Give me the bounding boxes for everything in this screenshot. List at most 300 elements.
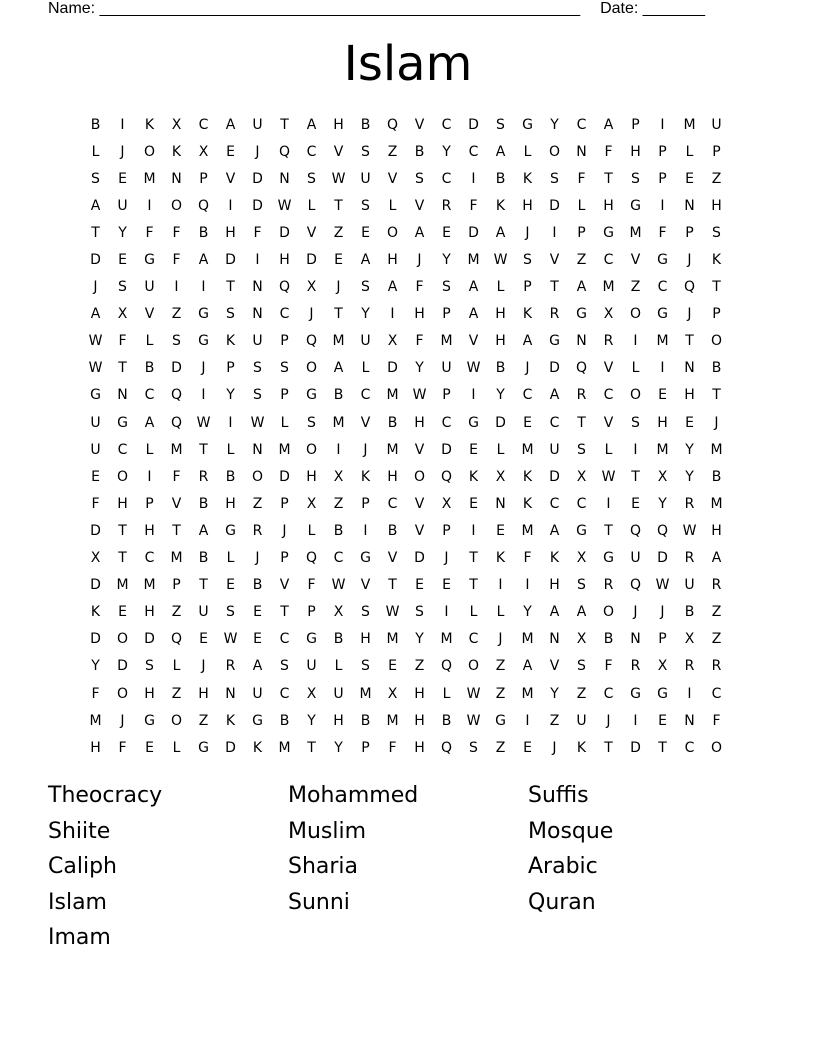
grid-letter: I	[255, 252, 260, 269]
grid-letter: W	[466, 360, 481, 377]
grid-letter: R	[630, 658, 641, 675]
word-list-item: Islam	[48, 889, 107, 915]
grid-letter: D	[171, 360, 182, 377]
grid-letter: T	[658, 739, 667, 756]
grid-letter: T	[118, 550, 127, 567]
grid-letter: I	[633, 441, 638, 458]
grid-letter: O	[170, 712, 183, 729]
grid-letter: C	[711, 685, 722, 702]
grid-letter: S	[496, 116, 505, 133]
grid-letter: Z	[198, 712, 209, 729]
grid-letter: D	[549, 360, 560, 377]
grid-letter: T	[685, 333, 694, 350]
grid-letter: M	[116, 577, 129, 594]
grid-letter: P	[361, 495, 370, 512]
grid-letter: G	[522, 116, 533, 133]
grid-letter: M	[710, 441, 723, 458]
grid-letter: B	[333, 522, 344, 539]
grid-letter: H	[657, 414, 668, 431]
grid-letter: H	[333, 712, 344, 729]
grid-letter: C	[441, 170, 452, 187]
grid-letter: A	[468, 306, 479, 323]
grid-letter: H	[495, 306, 506, 323]
grid-letter: L	[388, 197, 397, 214]
grid-letter: O	[386, 224, 399, 241]
grid-letter: D	[495, 414, 506, 431]
grid-letter: Y	[685, 468, 694, 485]
grid-letter: B	[711, 360, 722, 377]
grid-letter: J	[498, 631, 503, 648]
grid-letter: J	[714, 414, 719, 431]
grid-letter: E	[361, 224, 370, 241]
grid-letter: F	[658, 224, 667, 241]
grid-letter: D	[468, 224, 479, 241]
word-list	[48, 778, 768, 956]
word-list-item: Mosque	[528, 818, 614, 844]
grid-letter: T	[280, 604, 289, 621]
grid-letter: R	[603, 333, 614, 350]
grid-letter: D	[90, 252, 101, 269]
grid-letter: F	[307, 577, 316, 594]
grid-letter: I	[687, 685, 692, 702]
grid-letter: I	[471, 522, 476, 539]
grid-letter: H	[414, 739, 425, 756]
grid-letter: C	[684, 739, 695, 756]
grid-letter: N	[279, 170, 290, 187]
word-list-item: Imam	[48, 925, 111, 950]
grid-letter: X	[576, 631, 587, 648]
grid-letter: G	[144, 712, 155, 729]
grid-letter: H	[144, 522, 155, 539]
grid-letter: N	[117, 387, 128, 404]
word-list-item: Theocracy	[48, 783, 163, 808]
grid-letter: V	[144, 306, 155, 323]
grid-letter: J	[525, 360, 530, 377]
grid-letter: A	[387, 279, 398, 296]
grid-letter: C	[603, 685, 614, 702]
grid-letter: I	[660, 360, 665, 377]
grid-letter: Z	[549, 712, 560, 729]
grid-letter: Y	[550, 116, 559, 133]
grid-letter: U	[144, 279, 155, 296]
grid-letter: H	[306, 468, 317, 485]
grid-letter: U	[90, 414, 101, 431]
grid-letter: I	[525, 712, 530, 729]
date-field-label: Date: _______	[600, 0, 706, 17]
grid-letter: H	[711, 197, 722, 214]
grid-letter: A	[198, 252, 209, 269]
grid-letter: F	[172, 224, 181, 241]
grid-letter: L	[172, 658, 181, 675]
grid-letter: M	[359, 685, 372, 702]
grid-letter: X	[306, 685, 317, 702]
grid-letter: F	[253, 224, 262, 241]
grid-letter: T	[334, 306, 343, 323]
grid-letter: E	[145, 739, 154, 756]
grid-letter: U	[252, 685, 263, 702]
grid-letter: X	[90, 550, 101, 567]
grid-letter: D	[441, 441, 452, 458]
grid-letter: I	[660, 197, 665, 214]
grid-letter: I	[147, 468, 152, 485]
grid-letter: I	[174, 279, 179, 296]
grid-letter: L	[91, 143, 100, 160]
grid-letter: Q	[440, 739, 453, 756]
grid-letter: O	[305, 441, 318, 458]
grid-letter: V	[414, 522, 425, 539]
grid-letter: S	[307, 170, 316, 187]
grid-letter: S	[577, 658, 586, 675]
grid-letter: H	[225, 224, 236, 241]
grid-letter: P	[280, 333, 289, 350]
grid-letter: K	[711, 252, 722, 269]
grid-letter: U	[549, 441, 560, 458]
grid-letter: Q	[278, 143, 291, 160]
grid-letter: W	[655, 577, 670, 594]
grid-letter: V	[414, 116, 425, 133]
grid-letter: V	[225, 170, 236, 187]
grid-letter: V	[333, 143, 344, 160]
grid-letter: L	[280, 414, 289, 431]
grid-letter: F	[388, 739, 397, 756]
grid-letter: M	[683, 116, 696, 133]
grid-letter: M	[332, 414, 345, 431]
grid-letter: X	[117, 306, 128, 323]
grid-letter: X	[306, 279, 317, 296]
grid-letter: Z	[576, 685, 587, 702]
grid-letter: A	[549, 604, 560, 621]
grid-letter: X	[657, 658, 668, 675]
grid-letter: Z	[711, 631, 722, 648]
grid-letter: K	[522, 495, 533, 512]
grid-letter: W	[493, 252, 508, 269]
grid-letter: R	[576, 387, 587, 404]
grid-letter: J	[633, 604, 638, 621]
grid-letter: L	[523, 143, 532, 160]
grid-letter: G	[198, 739, 209, 756]
grid-letter: V	[279, 577, 290, 594]
grid-letter: U	[90, 441, 101, 458]
grid-letter: J	[336, 279, 341, 296]
grid-letter: X	[333, 604, 344, 621]
grid-letter: Z	[630, 279, 641, 296]
grid-letter: D	[252, 170, 263, 187]
grid-letter: F	[469, 197, 478, 214]
grid-letter: Q	[305, 333, 318, 350]
grid-letter: H	[144, 685, 155, 702]
grid-letter: W	[223, 631, 238, 648]
grid-letter: A	[522, 333, 533, 350]
grid-letter: L	[172, 739, 181, 756]
grid-letter: D	[414, 550, 425, 567]
grid-letter: H	[333, 116, 344, 133]
grid-letter: E	[226, 143, 235, 160]
grid-letter: F	[604, 143, 613, 160]
grid-letter: T	[712, 279, 721, 296]
grid-letter: Y	[658, 495, 667, 512]
grid-letter: J	[309, 306, 314, 323]
grid-letter: C	[279, 631, 290, 648]
grid-letter: G	[603, 550, 614, 567]
grid-letter: T	[199, 577, 208, 594]
grid-letter: M	[386, 631, 399, 648]
grid-letter: O	[548, 143, 561, 160]
grid-letter: H	[117, 495, 128, 512]
grid-letter: F	[577, 170, 586, 187]
grid-letter: O	[143, 143, 156, 160]
grid-letter: I	[552, 224, 557, 241]
grid-letter: H	[603, 197, 614, 214]
grid-letter: V	[414, 495, 425, 512]
grid-letter: C	[657, 279, 668, 296]
grid-letter: X	[387, 333, 398, 350]
grid-letter: C	[360, 387, 371, 404]
grid-letter: O	[413, 468, 426, 485]
grid-letter: A	[90, 197, 101, 214]
grid-letter: U	[306, 658, 317, 675]
grid-letter: P	[631, 116, 640, 133]
grid-letter: C	[468, 143, 479, 160]
grid-letter: K	[522, 170, 533, 187]
grid-letter: G	[306, 631, 317, 648]
grid-letter: S	[361, 143, 370, 160]
grid-letter: E	[685, 414, 694, 431]
grid-letter: T	[631, 468, 640, 485]
grid-letter: C	[333, 550, 344, 567]
grid-letter: W	[277, 197, 292, 214]
grid-letter: U	[252, 116, 263, 133]
grid-letter: H	[387, 252, 398, 269]
grid-letter: P	[442, 522, 451, 539]
grid-letter: S	[280, 658, 289, 675]
grid-letter: W	[385, 604, 400, 621]
grid-letter: T	[469, 550, 478, 567]
grid-letter: P	[712, 306, 721, 323]
grid-letter: W	[88, 333, 103, 350]
grid-letter: E	[523, 414, 532, 431]
grid-letter: K	[90, 604, 101, 621]
grid-letter: P	[280, 387, 289, 404]
grid-letter: W	[466, 712, 481, 729]
word-list-item: Suffis	[528, 783, 589, 808]
grid-letter: K	[144, 116, 155, 133]
grid-letter: B	[333, 631, 344, 648]
grid-letter: Q	[629, 577, 642, 594]
grid-letter: I	[606, 495, 611, 512]
grid-letter: Y	[118, 224, 127, 241]
grid-letter: N	[252, 441, 263, 458]
grid-letter: K	[360, 468, 371, 485]
grid-letter: Q	[440, 658, 453, 675]
grid-letter: V	[549, 658, 560, 675]
grid-letter: T	[604, 739, 613, 756]
grid-letter: L	[307, 197, 316, 214]
grid-letter: E	[523, 739, 532, 756]
grid-letter: A	[252, 658, 263, 675]
grid-letter: M	[710, 495, 723, 512]
grid-letter: M	[386, 387, 399, 404]
grid-letter: L	[145, 333, 154, 350]
grid-letter: G	[495, 712, 506, 729]
grid-letter: G	[657, 685, 668, 702]
grid-letter: O	[170, 197, 183, 214]
grid-letter: V	[603, 414, 614, 431]
grid-letter: O	[602, 604, 615, 621]
grid-letter: B	[90, 116, 101, 133]
grid-letter: H	[387, 468, 398, 485]
grid-letter: H	[495, 333, 506, 350]
grid-letter: J	[93, 279, 98, 296]
grid-letter: O	[116, 631, 129, 648]
grid-letter: B	[198, 495, 209, 512]
grid-letter: E	[415, 577, 424, 594]
grid-letter: R	[225, 658, 236, 675]
grid-letter: P	[226, 360, 235, 377]
grid-letter: G	[630, 197, 641, 214]
grid-letter: E	[658, 387, 667, 404]
grid-letter: Y	[361, 306, 370, 323]
grid-letter: G	[657, 306, 668, 323]
grid-letter: T	[307, 739, 316, 756]
grid-letter: V	[360, 577, 371, 594]
grid-letter: L	[496, 441, 505, 458]
grid-letter: Y	[685, 441, 694, 458]
grid-letter: X	[441, 495, 452, 512]
grid-letter: R	[684, 550, 695, 567]
word-list-item: Mohammed	[288, 783, 419, 808]
grid-letter: L	[442, 685, 451, 702]
grid-letter: K	[225, 712, 236, 729]
grid-letter: O	[116, 685, 129, 702]
grid-letter: E	[226, 577, 235, 594]
grid-letter: J	[606, 712, 611, 729]
grid-letter: N	[225, 685, 236, 702]
grid-letter: S	[550, 170, 559, 187]
grid-letter: Y	[550, 685, 559, 702]
word-list-item: Sunni	[288, 889, 350, 915]
grid-letter: J	[687, 306, 692, 323]
grid-letter: H	[414, 712, 425, 729]
grid-letter: M	[89, 712, 102, 729]
grid-letter: M	[656, 333, 669, 350]
grid-letter: U	[684, 577, 695, 594]
grid-letter: Z	[414, 658, 425, 675]
grid-letter: F	[145, 224, 154, 241]
grid-letter: Q	[278, 279, 291, 296]
grid-letter: N	[576, 333, 587, 350]
grid-letter: I	[633, 712, 638, 729]
grid-letter: I	[498, 577, 503, 594]
grid-letter: R	[549, 306, 560, 323]
grid-letter: A	[495, 143, 506, 160]
grid-letter: E	[631, 495, 640, 512]
grid-letter: B	[360, 116, 371, 133]
grid-letter: I	[336, 441, 341, 458]
grid-letter: N	[549, 631, 560, 648]
grid-letter: U	[711, 116, 722, 133]
grid-letter: P	[280, 495, 289, 512]
grid-letter: M	[440, 333, 453, 350]
grid-letter: T	[226, 279, 235, 296]
grid-letter: V	[414, 197, 425, 214]
grid-letter: O	[629, 306, 642, 323]
grid-letter: D	[90, 522, 101, 539]
grid-letter: K	[522, 306, 533, 323]
grid-letter: B	[333, 387, 344, 404]
grid-letter: V	[603, 360, 614, 377]
grid-letter: V	[387, 550, 398, 567]
grid-letter: S	[361, 658, 370, 675]
grid-letter: E	[388, 658, 397, 675]
grid-letter: Q	[170, 631, 183, 648]
grid-letter: K	[225, 333, 236, 350]
grid-letter: C	[522, 387, 533, 404]
grid-letter: B	[711, 468, 722, 485]
grid-letter: X	[657, 468, 668, 485]
grid-letter: A	[576, 279, 587, 296]
grid-letter: M	[521, 685, 534, 702]
grid-letter: N	[576, 143, 587, 160]
grid-letter: Z	[171, 306, 182, 323]
grid-letter: E	[469, 495, 478, 512]
grid-letter: K	[549, 550, 560, 567]
grid-letter: X	[171, 116, 182, 133]
grid-letter: G	[225, 522, 236, 539]
grid-letter: P	[199, 170, 208, 187]
grid-letter: B	[387, 414, 398, 431]
grid-letter: O	[710, 739, 723, 756]
grid-letter: T	[604, 522, 613, 539]
grid-letter: A	[468, 279, 479, 296]
grid-letter: P	[145, 495, 154, 512]
grid-letter: T	[199, 441, 208, 458]
grid-letter: T	[118, 360, 127, 377]
grid-letter: Z	[495, 658, 506, 675]
grid-letter: E	[685, 170, 694, 187]
grid-letter: S	[523, 252, 532, 269]
grid-letter: P	[658, 170, 667, 187]
grid-letter: W	[250, 414, 265, 431]
grid-letter: X	[603, 306, 614, 323]
grid-letter: S	[280, 360, 289, 377]
grid-letter: G	[576, 522, 587, 539]
grid-letter: S	[253, 360, 262, 377]
grid-letter: H	[198, 685, 209, 702]
grid-letter: V	[549, 252, 560, 269]
grid-letter: B	[441, 712, 452, 729]
grid-letter: S	[145, 658, 154, 675]
grid-letter: S	[469, 739, 478, 756]
grid-letter: S	[577, 577, 586, 594]
grid-letter: A	[90, 306, 101, 323]
grid-letter: M	[440, 631, 453, 648]
grid-letter: M	[143, 170, 156, 187]
grid-letter: I	[525, 577, 530, 594]
grid-letter: S	[253, 387, 262, 404]
grid-letter: A	[333, 360, 344, 377]
grid-letter: T	[172, 522, 181, 539]
grid-letter: S	[307, 414, 316, 431]
grid-letter: L	[604, 441, 613, 458]
grid-letter: D	[306, 252, 317, 269]
grid-letter: Q	[305, 550, 318, 567]
grid-letter: C	[549, 414, 560, 431]
grid-letter: C	[441, 116, 452, 133]
grid-letter: J	[363, 441, 368, 458]
grid-letter: I	[363, 522, 368, 539]
grid-letter: D	[279, 224, 290, 241]
grid-letter: M	[521, 441, 534, 458]
